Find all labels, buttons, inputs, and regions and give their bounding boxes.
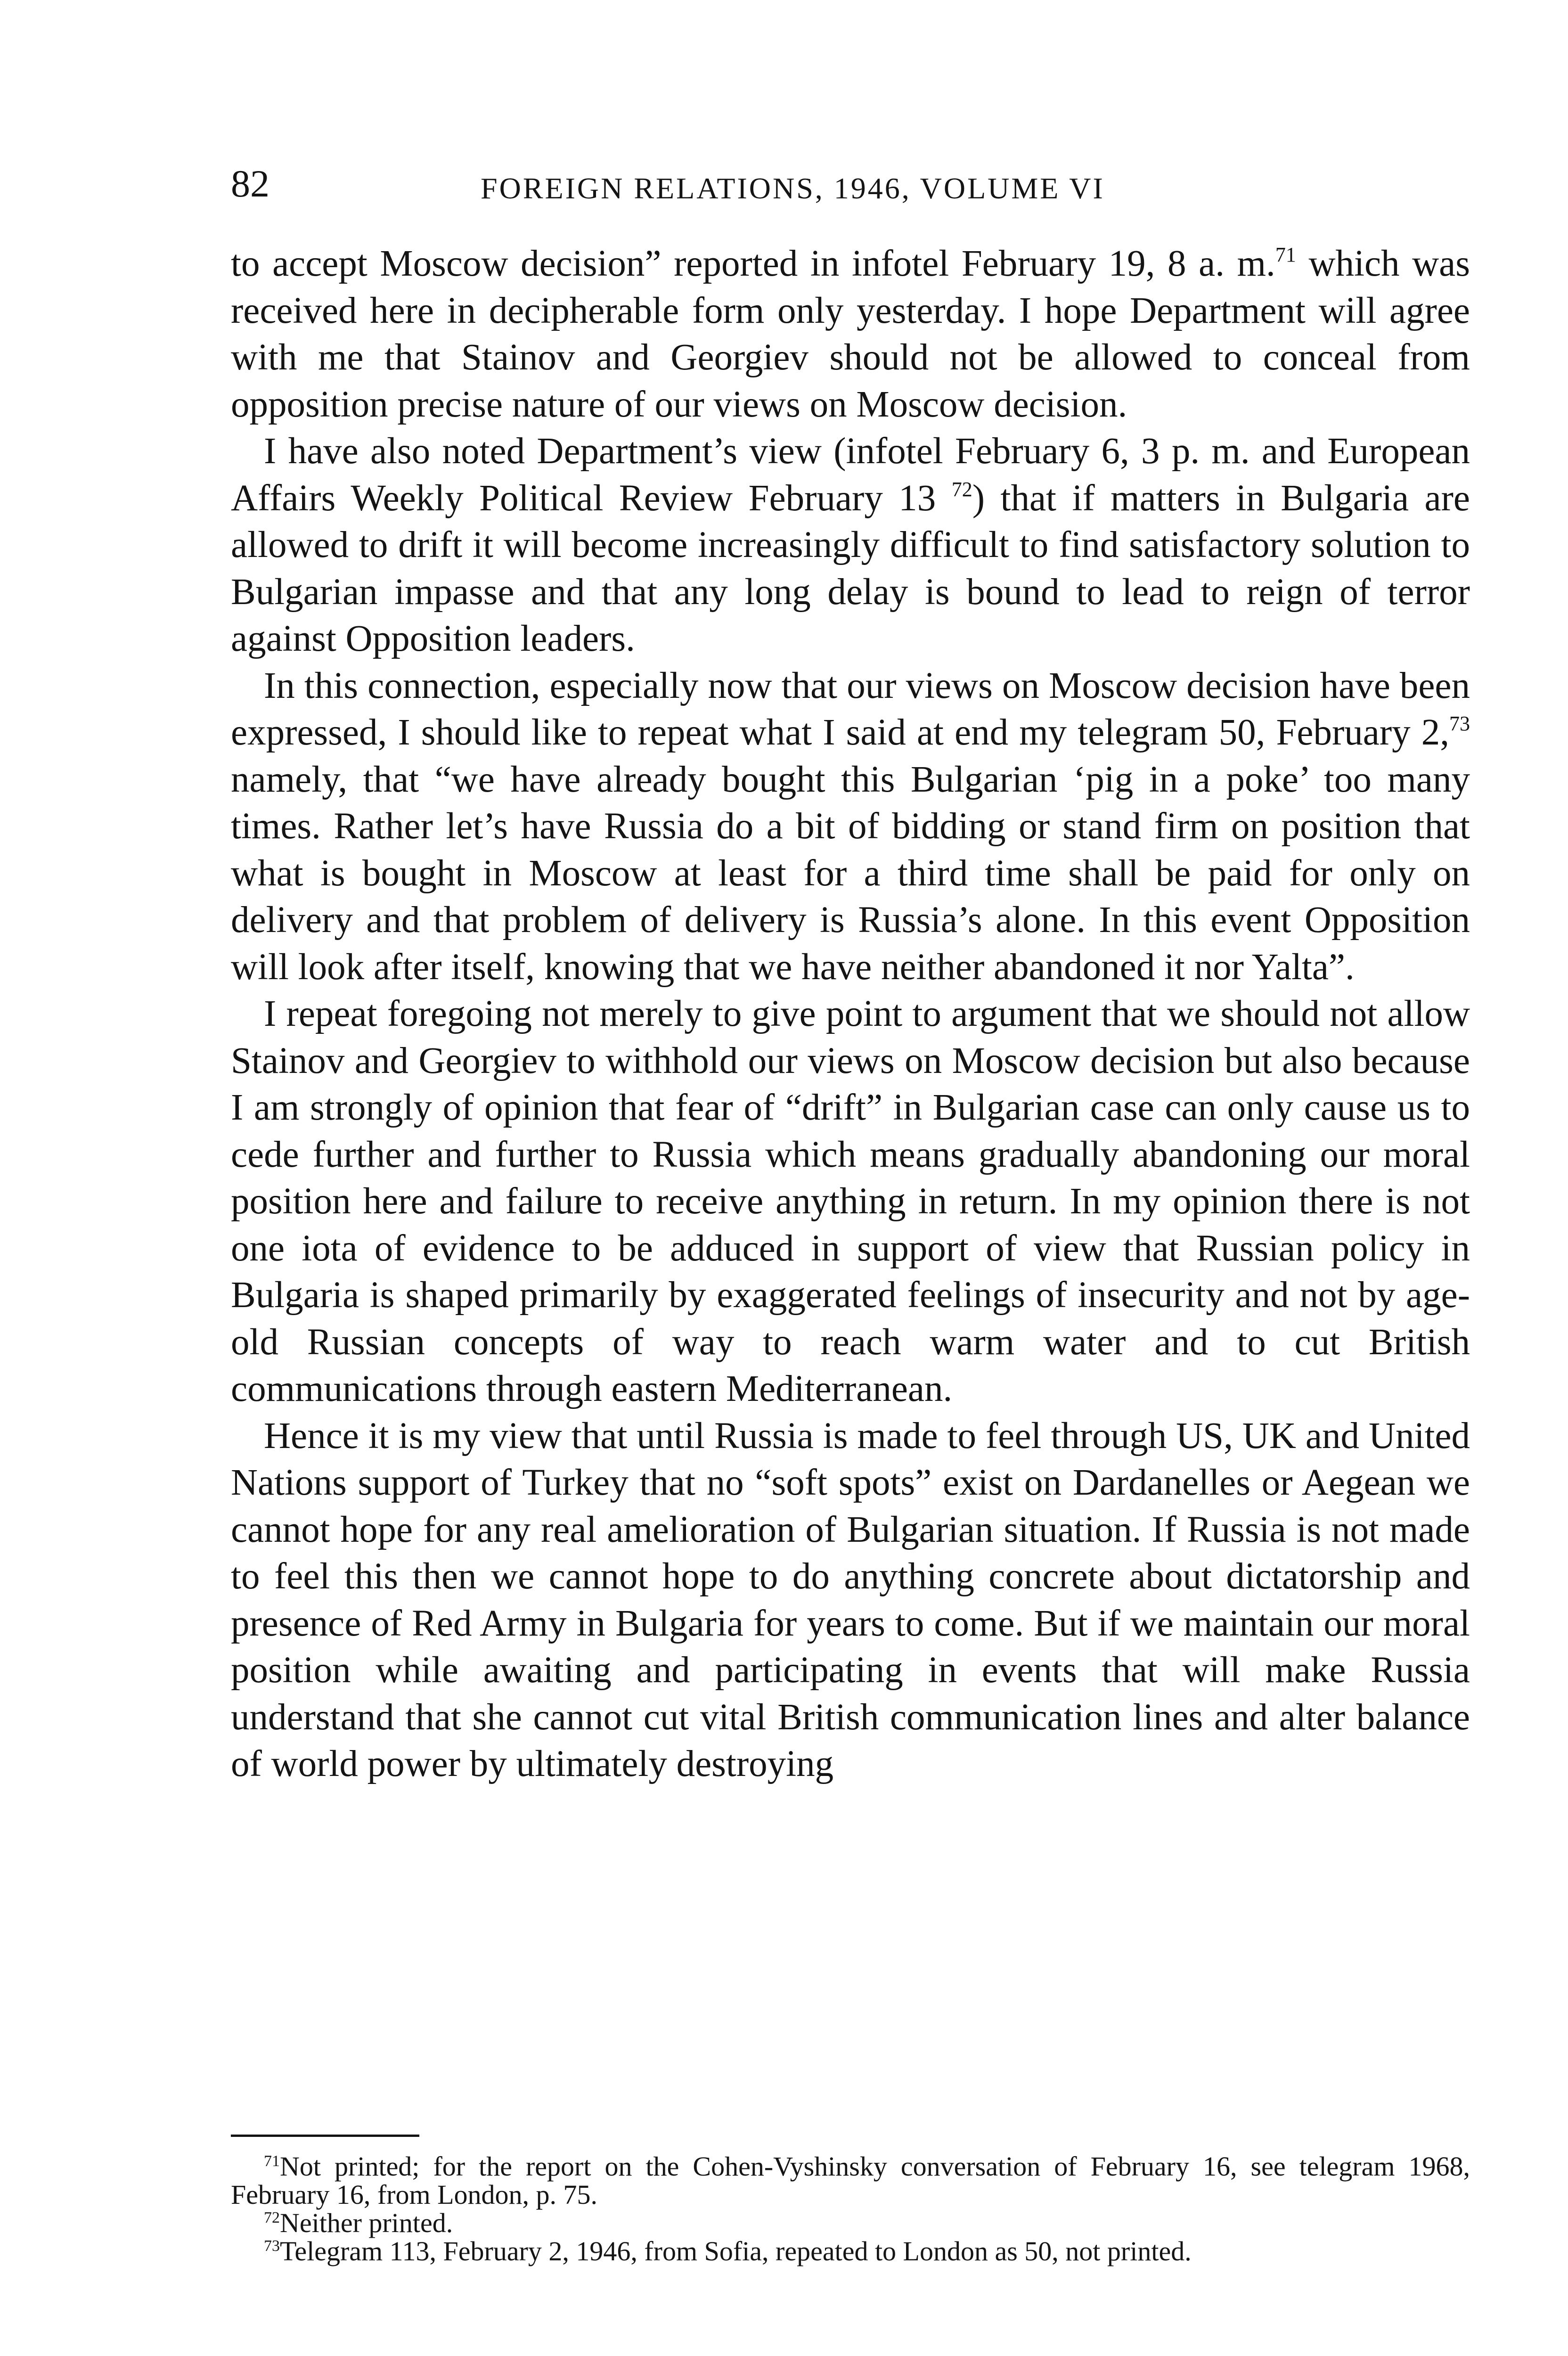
footnote-text: Neither printed. (280, 2208, 453, 2238)
footnote-number: 72 (264, 2209, 280, 2226)
paragraph-text: namely, that “we have already bought this Bulgarian ‘pig in a poke’ too many times. Rather let’s have Russia do a bit of bidding or stand firm on position that what is bought in Moscow at least for a third time shall be paid for only on delivery and that problem of delivery is Russia’s alone. In this event Opposition will look after itself, knowing that we have neither abandoned it nor Yalta”. (231, 759, 1470, 988)
paragraph-text: I repeat foregoing not merely to give point to argument that we should not allow Stainov and Georgiev to withhold our views on Moscow decision but also because I am strongly of opinion that fear of “drift” in Bulgarian case can only cause us to cede further and further to Russia which means gradually abandoning our moral position here and failure to receive anything in return. In my opinion there is not one iota of evidence to be adduced in support of view that Russian policy in Bulgaria is shaped primarily by exaggerated feelings of insecurity and not by age-old Russian concepts of way to reach warm water and to cut British communications through eastern Mediterranean. (231, 993, 1470, 1409)
paragraph (231, 990, 1470, 1413)
footnote-number: 73 (264, 2237, 280, 2255)
paragraph-text: Hence it is my view that until Russia is made to feel through US, UK and United Nations support of Turkey that no “soft spots” exist on Dardanelles or Aegean we cannot hope for any real amelioration of Bulgarian situation. If Russia is not made to feel this then we cannot hope to do anything concrete about dictatorship and presence of Red Army in Bulgaria for years to come. But if we maintain our moral position while awaiting and participating in events that will make Russia understand that she cannot cut vital British communication lines and alter balance of world power by ultimately destroying (231, 1415, 1470, 1784)
paragraph-text: to accept Moscow decision” reported in infotel February 19, 8 a. m. (231, 243, 1275, 284)
footnote-divider (231, 2135, 419, 2137)
page-header (231, 160, 1470, 217)
paragraph-text: In this connection, especially now that our views on Moscow decision have been expressed, I should like to repeat what I said at end my telegram 50, February 2, (231, 665, 1470, 753)
footnote (231, 2237, 1470, 2266)
footnote-ref: 73 (1449, 712, 1470, 735)
footnote (231, 2209, 1470, 2237)
paragraph (231, 240, 1470, 428)
body-text (231, 240, 1470, 1788)
paragraph (231, 1413, 1470, 1788)
paragraph-text: I have also noted Department’s view (infotel February 6, 3 p. m. and European Affairs Weekly Political Review February 13 (231, 431, 1470, 519)
running-head: FOREIGN RELATIONS, 1946, VOLUME VI (481, 172, 1105, 205)
paragraph-text: ) that if matters in Bulgaria are allowed to drift it will become increasingly difficult to find satisfactory solution to Bulgarian impasse and that any long delay is bound to lead to reign of terror against Opposition leaders. (231, 477, 1470, 659)
page-number: 82 (231, 162, 270, 205)
footnote-ref: 71 (1275, 243, 1296, 266)
footnotes (231, 2152, 1470, 2266)
footnote-text: Not printed; for the report on the Cohen-Vyshinsky conversation of February 16, see telegram 1968, February 16, from London, p. 75. (231, 2151, 1470, 2210)
footnote-ref: 72 (951, 477, 972, 501)
paragraph (231, 663, 1470, 991)
footnote (231, 2152, 1470, 2209)
footnote-number: 71 (264, 2152, 280, 2170)
footnote-text: Telegram 113, February 2, 1946, from Sofia, repeated to London as 50, not printed. (280, 2236, 1192, 2266)
paragraph-text: which was received here in decipherable form only yesterday. I hope Department will agree with me that Stainov and Georgiev should not be allowed to conceal from opposition precise nature of our views on Moscow decision. (231, 243, 1470, 425)
paragraph (231, 428, 1470, 663)
